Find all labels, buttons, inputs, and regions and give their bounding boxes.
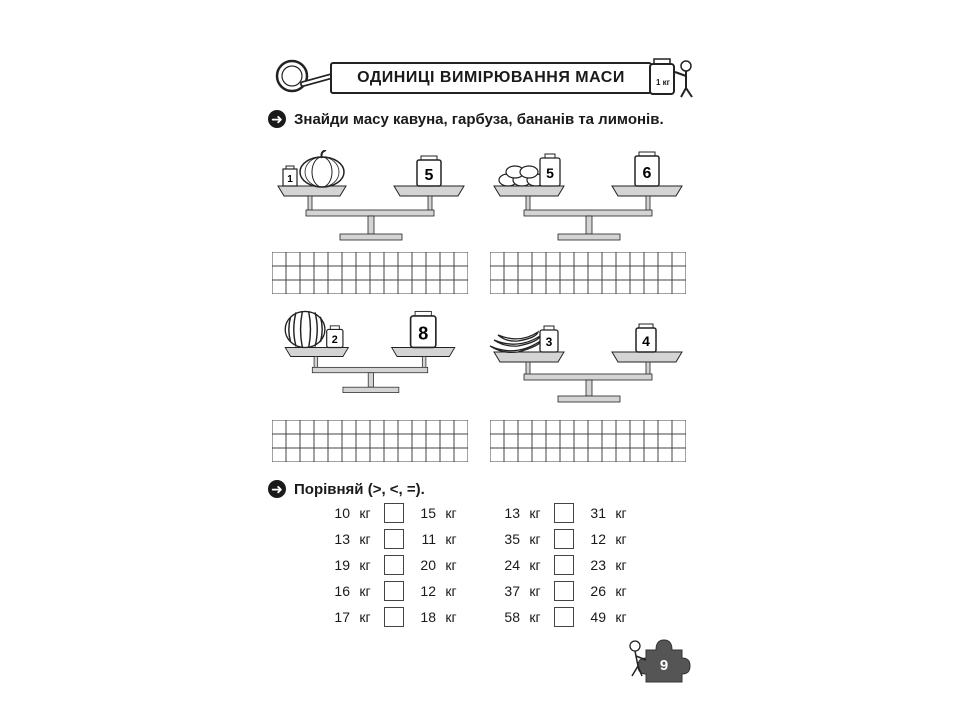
unit-label: кг — [615, 583, 627, 599]
svg-text:3: 3 — [545, 335, 553, 349]
unit-label: кг — [529, 557, 541, 573]
value-a: 16 — [334, 583, 350, 599]
scale-pumpkin — [270, 150, 470, 242]
weight-jar-label: 1 кг — [655, 78, 670, 87]
compare-row — [326, 578, 466, 604]
weight-large — [636, 324, 656, 352]
unit-label: кг — [445, 557, 457, 573]
unit-label: кг — [615, 531, 627, 547]
unit-label: кг — [445, 583, 457, 599]
compare-row — [326, 500, 466, 526]
compare-answer-box[interactable] — [384, 503, 404, 523]
unit-label: кг — [359, 505, 371, 521]
value-b: 20 — [420, 557, 436, 573]
value-a: 19 — [334, 557, 350, 573]
compare-answer-box[interactable] — [554, 555, 574, 575]
unit-label: кг — [359, 609, 371, 625]
compare-answer-box[interactable] — [554, 607, 574, 627]
weight-small — [540, 326, 558, 352]
svg-text:1: 1 — [287, 174, 293, 185]
page-title: ОДИНИЦІ ВИМІРЮВАННЯ МАСИ — [357, 69, 625, 86]
unit-label: кг — [529, 583, 541, 599]
value-b: 49 — [590, 609, 606, 625]
compare-column-left — [326, 500, 466, 630]
compare-row — [496, 526, 636, 552]
svg-text:2: 2 — [331, 333, 338, 346]
compare-answer-box[interactable] — [384, 581, 404, 601]
compare-row — [326, 552, 466, 578]
scale-bananas — [488, 316, 688, 408]
answer-grid[interactable] — [490, 420, 686, 462]
unit-label: кг — [445, 505, 457, 521]
unit-label: кг — [445, 531, 457, 547]
compare-row — [326, 526, 466, 552]
arrow-bullet-icon: ➜ — [268, 480, 286, 498]
value-b: 12 — [590, 531, 606, 547]
weight-jar-icon — [646, 56, 698, 98]
compare-answer-box[interactable] — [384, 529, 404, 549]
value-a: 37 — [504, 583, 520, 599]
value-a: 13 — [334, 531, 350, 547]
svg-text:6: 6 — [642, 165, 652, 182]
unit-label: кг — [359, 531, 371, 547]
unit-label: кг — [615, 557, 627, 573]
arrow-bullet-icon: ➜ — [268, 110, 286, 128]
compare-answer-box[interactable] — [384, 607, 404, 627]
task2-text: Порівняй (>, <, =). — [294, 480, 425, 498]
svg-text:4: 4 — [642, 333, 650, 349]
answer-grid[interactable] — [272, 420, 468, 462]
puzzle-icon — [626, 636, 698, 686]
value-b: 31 — [590, 505, 606, 521]
task1-instruction — [268, 110, 664, 128]
magnifier-icon — [268, 56, 338, 98]
value-a: 24 — [504, 557, 520, 573]
compare-answer-box[interactable] — [554, 503, 574, 523]
unit-label: кг — [359, 583, 371, 599]
task1-text: Знайди масу кавуна, гарбуза, бананів та лимонів. — [294, 110, 664, 128]
lemons-icon — [499, 166, 545, 186]
svg-text:5: 5 — [546, 165, 554, 181]
value-a: 13 — [504, 505, 520, 521]
title-box — [330, 62, 652, 94]
compare-row — [496, 500, 636, 526]
answer-grid[interactable] — [272, 252, 468, 294]
weight-small — [327, 326, 343, 348]
compare-column-right — [496, 500, 636, 630]
unit-label: кг — [529, 505, 541, 521]
value-b: 12 — [420, 583, 436, 599]
compare-answer-box[interactable] — [554, 581, 574, 601]
value-b: 26 — [590, 583, 606, 599]
value-a: 17 — [334, 609, 350, 625]
answer-grid[interactable] — [490, 252, 686, 294]
weight-large — [411, 311, 436, 347]
page-header — [268, 56, 698, 98]
pumpkin-icon — [300, 150, 344, 187]
compare-row — [496, 578, 636, 604]
value-b: 15 — [420, 505, 436, 521]
value-b: 18 — [420, 609, 436, 625]
svg-text:8: 8 — [418, 323, 429, 344]
unit-label: кг — [615, 609, 627, 625]
value-a: 10 — [334, 505, 350, 521]
weight-small — [283, 166, 297, 186]
unit-label: кг — [445, 609, 457, 625]
value-b: 11 — [421, 531, 436, 547]
watermelon-icon — [285, 311, 325, 347]
weight-small — [540, 154, 560, 186]
scale-watermelon — [270, 306, 470, 398]
bananas-icon — [490, 332, 542, 352]
compare-row — [496, 604, 636, 630]
scale-lemons — [488, 150, 688, 242]
weight-large — [417, 156, 441, 186]
unit-label: кг — [615, 505, 627, 521]
value-a: 35 — [504, 531, 520, 547]
value-b: 23 — [590, 557, 606, 573]
weight-large — [635, 152, 659, 186]
task2-instruction — [268, 480, 425, 498]
compare-row — [326, 604, 466, 630]
unit-label: кг — [359, 557, 371, 573]
compare-answer-box[interactable] — [384, 555, 404, 575]
unit-label: кг — [529, 531, 541, 547]
compare-row — [496, 552, 636, 578]
unit-label: кг — [529, 609, 541, 625]
value-a: 58 — [504, 609, 520, 625]
svg-text:5: 5 — [424, 167, 434, 184]
page-number: 9 — [659, 657, 669, 674]
compare-answer-box[interactable] — [554, 529, 574, 549]
